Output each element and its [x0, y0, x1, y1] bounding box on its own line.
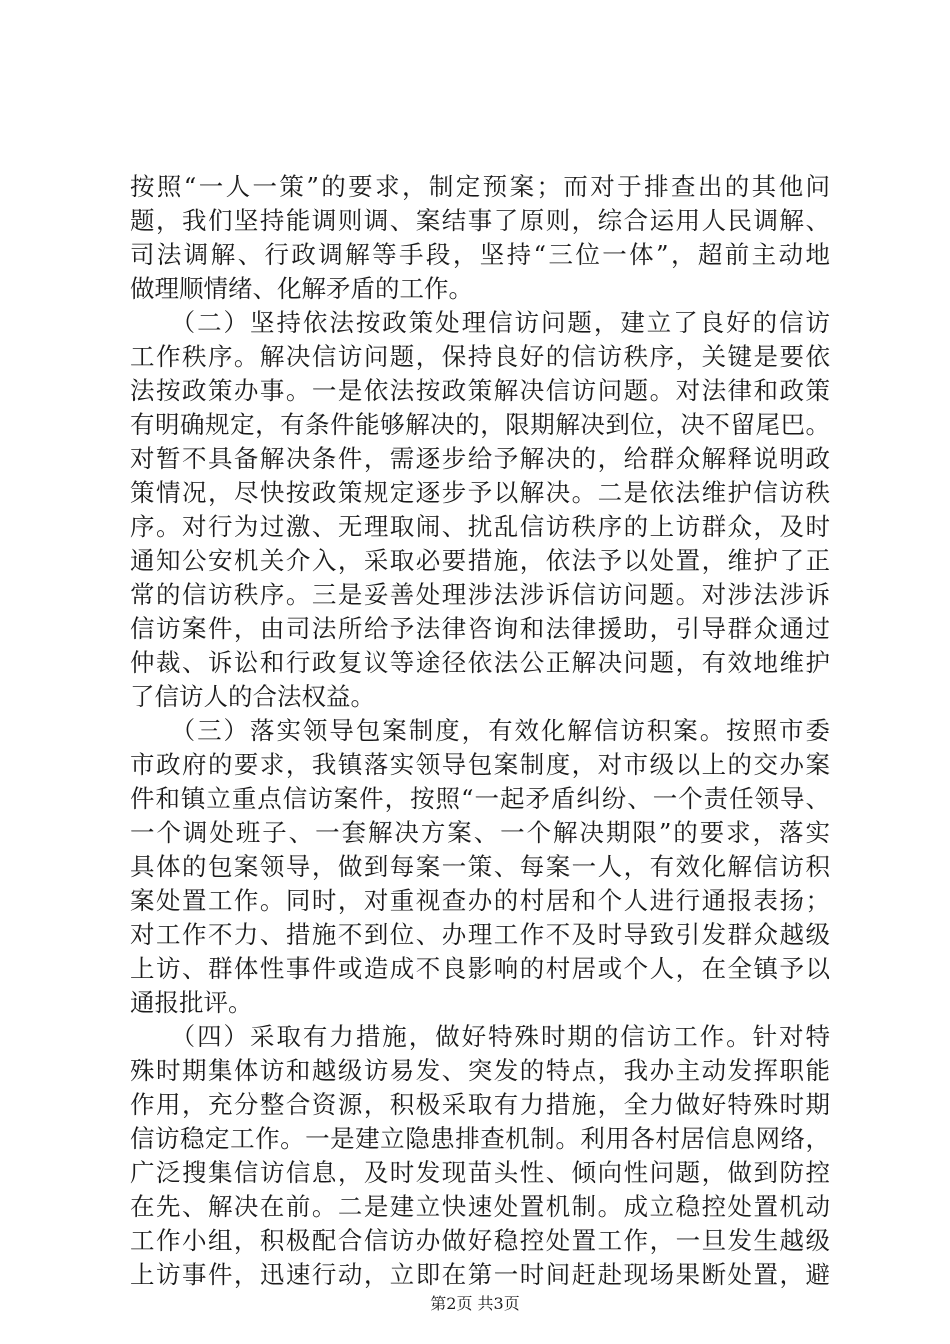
text-line: 信访案件，由司法所给予法律咨询和法律援助，引导群众通过 [130, 614, 832, 643]
text-line: （三）落实领导包案制度，有效化解信访积案。按照市委 [130, 716, 832, 745]
document-body [130, 170, 833, 1292]
text-line: 市政府的要求，我镇落实领导包案制度，对市级以上的交办案 [130, 750, 832, 779]
text-line: 作用，充分整合资源，积极采取有力措施，全力做好特殊时期 [130, 1090, 832, 1119]
text-line: 做理顺情绪、化解矛盾的工作。 [130, 274, 473, 303]
text-line: 上访、群体性事件或造成不良影响的村居或个人，在全镇予以 [130, 954, 832, 983]
text-line: 工作秩序。解决信访问题，保持良好的信访秩序，关键是要依 [130, 342, 832, 371]
text-line: 仲裁、诉讼和行政复议等途径依法公正解决问题，有效地维护 [130, 648, 832, 677]
text-line: 件和镇立重点信访案件，按照“一起矛盾纠纷、一个责任领导、 [130, 784, 831, 813]
text-line: 殊时期集体访和越级访易发、突发的特点，我办主动发挥职能 [130, 1056, 832, 1085]
text-line: 通报批评。 [130, 988, 253, 1017]
text-line: （二）坚持依法按政策处理信访问题，建立了良好的信访 [130, 308, 832, 337]
text-line: 在先、解决在前。二是建立快速处置机制。成立稳控处置机动 [130, 1192, 832, 1221]
text-line: 具体的包案领导，做到每案一策、每案一人，有效化解信访积 [130, 852, 832, 881]
text-line: 常的信访秩序。三是妥善处理涉法涉诉信访问题。对涉法涉诉 [130, 580, 832, 609]
text-line: 司法调解、行政调解等手段，坚持“三位一体”，超前主动地 [130, 240, 833, 269]
text-line: 对工作不力、措施不到位、办理工作不及时导致引发群众越级 [130, 920, 832, 949]
text-line: 法按政策办事。一是依法按政策解决信访问题。对法律和政策 [130, 376, 832, 405]
text-line: 按照“一人一策”的要求，制定预案；而对于排查出的其他问 [130, 172, 833, 201]
text-line: 题，我们坚持能调则调、案结事了原则，综合运用人民调解、 [130, 206, 832, 235]
text-line: 有明确规定，有条件能够解决的，限期解决到位，决不留尾巴。 [130, 410, 831, 439]
text-line: 通知公安机关介入，采取必要措施，依法予以处置，维护了正 [130, 546, 832, 575]
text-line: 信访稳定工作。一是建立隐患排查机制。利用各村居信息网络， [130, 1124, 831, 1153]
text-line: 广泛搜集信访信息，及时发现苗头性、倾向性问题，做到防控 [130, 1158, 832, 1187]
text-line: 策情况，尽快按政策规定逐步予以解决。二是依法维护信访秩 [130, 478, 832, 507]
text-line: 序。对行为过激、无理取闹、扰乱信访秩序的上访群众，及时 [130, 512, 832, 541]
text-line: 一个调处班子、一套解决方案、一个解决期限”的要求，落实 [130, 818, 832, 847]
text-line: 上访事件，迅速行动，立即在第一时间赶赴现场果断处置，避 [130, 1260, 832, 1289]
text-line: 对暂不具备解决条件，需逐步给予解决的，给群众解释说明政 [130, 444, 832, 473]
text-line: 案处置工作。同时，对重视查办的村居和个人进行通报表扬； [130, 886, 832, 915]
text-line: 工作小组，积极配合信访办做好稳控处置工作，一旦发生越级 [130, 1226, 832, 1255]
text-line: 了信访人的合法权益。 [130, 682, 375, 711]
text-line: （四）采取有力措施，做好特殊时期的信访工作。针对特 [130, 1022, 832, 1051]
page-footer: 第2页 共3页 [430, 1294, 520, 1313]
